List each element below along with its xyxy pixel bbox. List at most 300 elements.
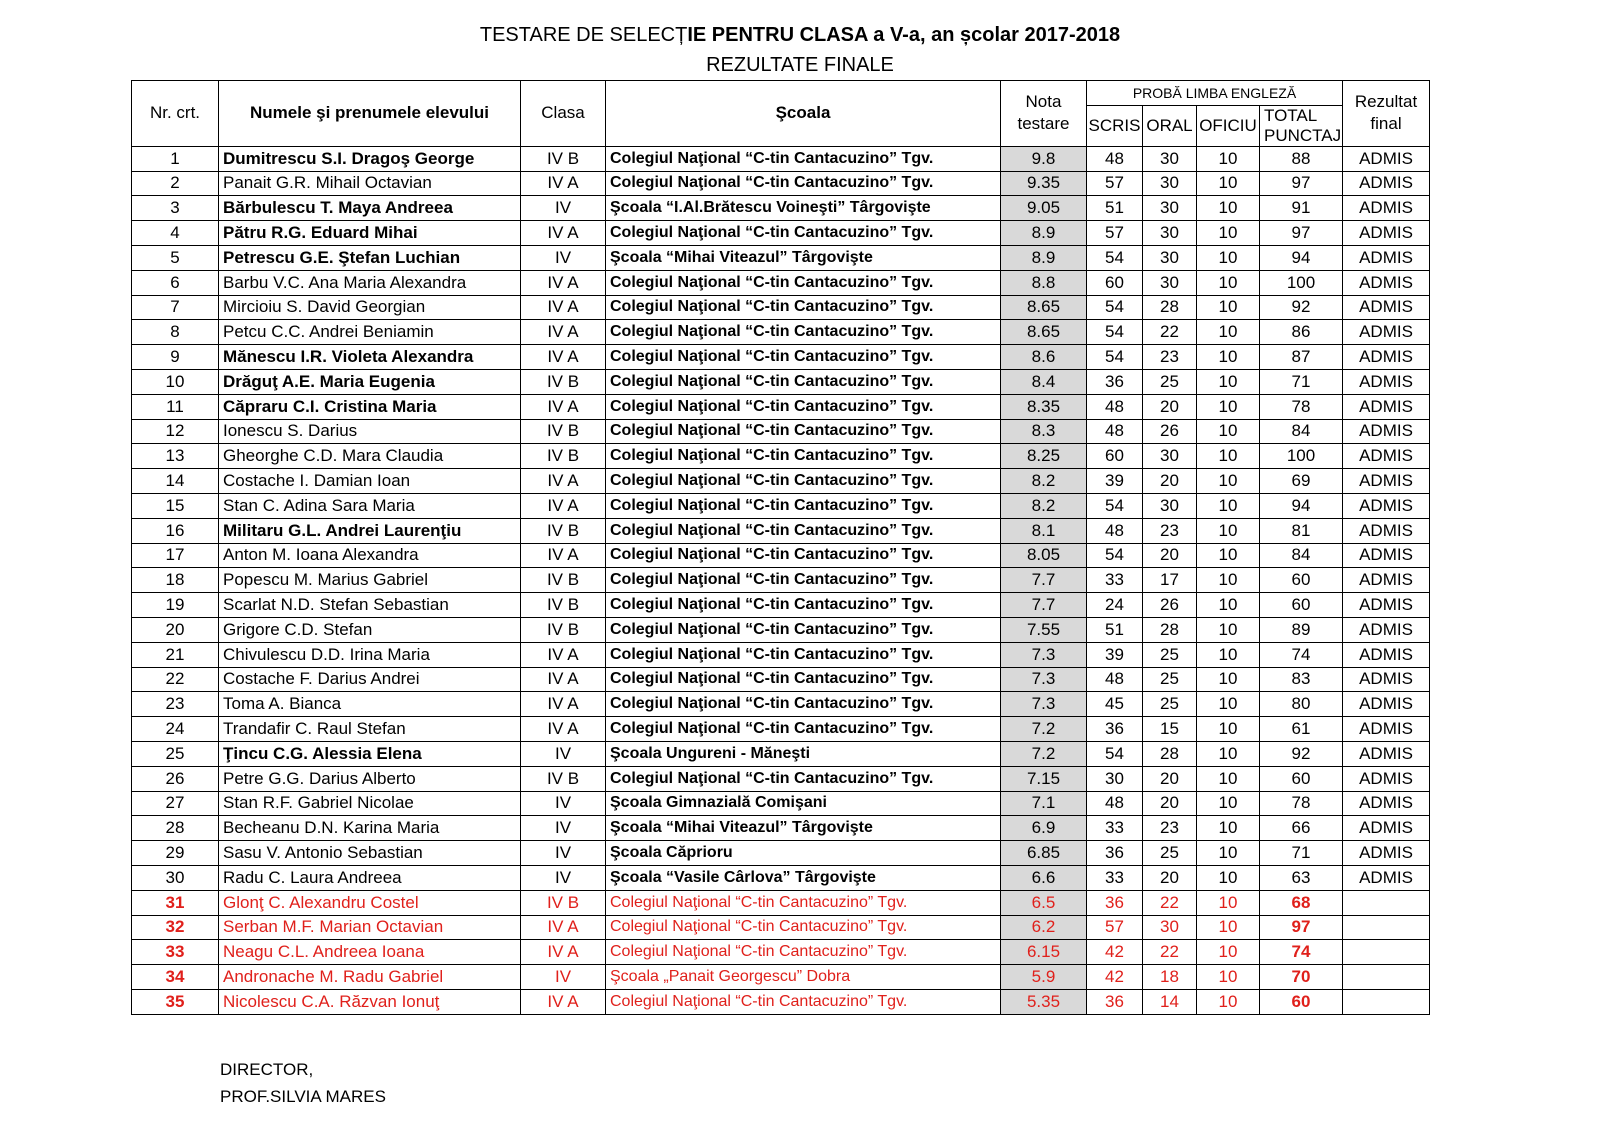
cell-oral: 30 [1143,245,1197,270]
cell-nr: 17 [132,543,219,568]
cell-oral: 17 [1143,568,1197,593]
cell-clasa: IV A [521,915,606,940]
cell-name: Popescu M. Marius Gabriel [219,568,521,593]
cell-total: 60 [1260,989,1343,1014]
cell-scoala: Colegiul Naţional “C-tin Cantacuzino” Tgv. [606,518,1001,543]
cell-nota: 9.05 [1001,196,1087,221]
cell-total: 74 [1260,940,1343,965]
cell-nota: 8.4 [1001,369,1087,394]
cell-name: Scarlat N.D. Stefan Sebastian [219,593,521,618]
cell-nr: 5 [132,245,219,270]
cell-rezultat: ADMIS [1343,816,1430,841]
cell-clasa: IV B [521,568,606,593]
cell-name: Costache F. Darius Andrei [219,667,521,692]
cell-oficiu: 10 [1197,518,1260,543]
cell-rezultat: ADMIS [1343,518,1430,543]
cell-nota: 7.7 [1001,593,1087,618]
cell-oral: 30 [1143,915,1197,940]
cell-oficiu: 10 [1197,766,1260,791]
cell-nota: 8.65 [1001,320,1087,345]
cell-nr: 8 [132,320,219,345]
cell-scoala: Colegiul Naţional “C-tin Cantacuzino” Tgv. [606,915,1001,940]
cell-scris: 57 [1087,171,1143,196]
cell-clasa: IV B [521,593,606,618]
cell-scoala: Şcoala Ungureni - Măneşti [606,741,1001,766]
cell-scris: 36 [1087,717,1143,742]
cell-oral: 25 [1143,841,1197,866]
cell-oficiu: 10 [1197,171,1260,196]
table-row [132,642,1430,667]
cell-name: Costache I. Damian Ioan [219,469,521,494]
cell-oficiu: 10 [1197,196,1260,221]
cell-scoala: Colegiul Naţional “C-tin Cantacuzino” Tgv. [606,717,1001,742]
cell-rezultat [1343,989,1430,1014]
cell-oficiu: 10 [1197,965,1260,990]
cell-oral: 20 [1143,791,1197,816]
cell-oficiu: 10 [1197,419,1260,444]
cell-rezultat: ADMIS [1343,196,1430,221]
cell-nr: 7 [132,295,219,320]
cell-scris: 51 [1087,617,1143,642]
cell-clasa: IV [521,965,606,990]
cell-scris: 36 [1087,989,1143,1014]
cell-nr: 25 [132,741,219,766]
table-row [132,717,1430,742]
cell-oral: 14 [1143,989,1197,1014]
cell-oficiu: 10 [1197,617,1260,642]
cell-name: Panait G.R. Mihail Octavian [219,171,521,196]
cell-nota: 8.2 [1001,493,1087,518]
cell-rezultat: ADMIS [1343,146,1430,171]
cell-oficiu: 10 [1197,692,1260,717]
cell-nr: 35 [132,989,219,1014]
cell-oficiu: 10 [1197,841,1260,866]
cell-clasa: IV [521,841,606,866]
cell-total: 81 [1260,518,1343,543]
header-proba-group: PROBĂ LIMBA ENGLEZĂ [1087,81,1343,106]
cell-nr: 4 [132,221,219,246]
cell-rezultat: ADMIS [1343,369,1430,394]
cell-name: Ţincu C.G. Alessia Elena [219,741,521,766]
cell-rezultat: ADMIS [1343,493,1430,518]
cell-nr: 10 [132,369,219,394]
cell-name: Gheorghe C.D. Mara Claudia [219,444,521,469]
cell-scoala: Colegiul Naţional “C-tin Cantacuzino” Tgv. [606,295,1001,320]
cell-oficiu: 10 [1197,444,1260,469]
table-row [132,667,1430,692]
cell-scoala: Colegiul Naţional “C-tin Cantacuzino” Tgv. [606,419,1001,444]
cell-oral: 30 [1143,270,1197,295]
cell-total: 100 [1260,444,1343,469]
cell-scoala: Colegiul Naţional “C-tin Cantacuzino” Tgv. [606,345,1001,370]
table-row [132,394,1430,419]
cell-name: Andronache M. Radu Gabriel [219,965,521,990]
cell-rezultat: ADMIS [1343,865,1430,890]
table-row [132,915,1430,940]
cell-nota: 7.3 [1001,642,1087,667]
title-bold: IE PENTRU CLASA a V-a, an școlar 2017-2018 [687,24,1121,46]
table-row [132,171,1430,196]
cell-oficiu: 10 [1197,568,1260,593]
cell-name: Petcu C.C. Andrei Beniamin [219,320,521,345]
cell-nr: 28 [132,816,219,841]
cell-total: 94 [1260,245,1343,270]
header-scoala: Şcoala [606,81,1001,147]
cell-total: 66 [1260,816,1343,841]
cell-scris: 24 [1087,593,1143,618]
cell-nota: 6.9 [1001,816,1087,841]
cell-total: 78 [1260,394,1343,419]
cell-name: Petrescu G.E. Ştefan Luchian [219,245,521,270]
cell-total: 97 [1260,915,1343,940]
cell-rezultat: ADMIS [1343,171,1430,196]
cell-clasa: IV A [521,493,606,518]
cell-oral: 20 [1143,766,1197,791]
cell-oficiu: 10 [1197,493,1260,518]
cell-oral: 30 [1143,171,1197,196]
cell-oficiu: 10 [1197,940,1260,965]
table-row [132,791,1430,816]
cell-oral: 26 [1143,593,1197,618]
cell-rezultat: ADMIS [1343,568,1430,593]
cell-scoala: Şcoala „Panait Georgescu” Dobra [606,965,1001,990]
cell-nota: 8.6 [1001,345,1087,370]
cell-scoala: Şcoala Căprioru [606,841,1001,866]
cell-nr: 6 [132,270,219,295]
cell-nr: 24 [132,717,219,742]
cell-name: Grigore C.D. Stefan [219,617,521,642]
cell-total: 88 [1260,146,1343,171]
cell-total: 91 [1260,196,1343,221]
cell-scoala: Şcoala Gimnazială Comişani [606,791,1001,816]
cell-rezultat: ADMIS [1343,667,1430,692]
cell-scris: 39 [1087,469,1143,494]
cell-clasa: IV A [521,989,606,1014]
cell-oral: 23 [1143,816,1197,841]
cell-scoala: Colegiul Naţional “C-tin Cantacuzino” Tgv. [606,766,1001,791]
cell-total: 92 [1260,741,1343,766]
cell-oficiu: 10 [1197,221,1260,246]
table-row [132,543,1430,568]
cell-nota: 7.1 [1001,791,1087,816]
cell-scris: 54 [1087,295,1143,320]
table-row [132,146,1430,171]
cell-clasa: IV A [521,940,606,965]
cell-nota: 8.1 [1001,518,1087,543]
cell-scoala: Colegiul Naţional “C-tin Cantacuzino” Tgv. [606,593,1001,618]
cell-scoala: Colegiul Naţional “C-tin Cantacuzino” Tgv. [606,692,1001,717]
cell-oficiu: 10 [1197,369,1260,394]
table-row [132,196,1430,221]
cell-oficiu: 10 [1197,667,1260,692]
cell-rezultat: ADMIS [1343,841,1430,866]
cell-oficiu: 10 [1197,717,1260,742]
cell-scris: 54 [1087,741,1143,766]
cell-oficiu: 10 [1197,890,1260,915]
cell-name: Pătru R.G. Eduard Mihai [219,221,521,246]
cell-scoala: Colegiul Naţional “C-tin Cantacuzino” Tgv. [606,444,1001,469]
header-nota: Nota testare [1001,81,1087,147]
cell-nota: 8.2 [1001,469,1087,494]
cell-clasa: IV A [521,221,606,246]
cell-oficiu: 10 [1197,270,1260,295]
table-row [132,270,1430,295]
cell-name: Petre G.G. Darius Alberto [219,766,521,791]
cell-oral: 30 [1143,146,1197,171]
table-row [132,841,1430,866]
cell-nr: 2 [132,171,219,196]
cell-rezultat: ADMIS [1343,320,1430,345]
table-row [132,940,1430,965]
cell-clasa: IV A [521,394,606,419]
cell-clasa: IV [521,741,606,766]
table-row [132,419,1430,444]
cell-nr: 11 [132,394,219,419]
cell-scoala: Colegiul Naţional “C-tin Cantacuzino” Tgv. [606,320,1001,345]
cell-name: Ionescu S. Darius [219,419,521,444]
cell-scris: 54 [1087,543,1143,568]
cell-scris: 42 [1087,940,1143,965]
cell-total: 71 [1260,841,1343,866]
cell-nr: 1 [132,146,219,171]
cell-nota: 5.35 [1001,989,1087,1014]
cell-rezultat: ADMIS [1343,245,1430,270]
cell-scoala: Şcoala “Mihai Viteazul” Târgovişte [606,816,1001,841]
cell-oral: 23 [1143,345,1197,370]
cell-oficiu: 10 [1197,791,1260,816]
cell-oral: 30 [1143,221,1197,246]
cell-rezultat: ADMIS [1343,469,1430,494]
cell-scoala: Colegiul Naţional “C-tin Cantacuzino” Tgv. [606,369,1001,394]
cell-name: Neagu C.L. Andreea Ioana [219,940,521,965]
cell-scoala: Colegiul Naţional “C-tin Cantacuzino” Tgv. [606,221,1001,246]
table-row [132,345,1430,370]
cell-scris: 48 [1087,394,1143,419]
cell-oficiu: 10 [1197,345,1260,370]
cell-total: 83 [1260,667,1343,692]
cell-nota: 9.35 [1001,171,1087,196]
cell-total: 74 [1260,642,1343,667]
cell-scris: 54 [1087,493,1143,518]
cell-scoala: Colegiul Naţional “C-tin Cantacuzino” Tgv. [606,989,1001,1014]
cell-clasa: IV A [521,469,606,494]
cell-total: 69 [1260,469,1343,494]
table-row [132,518,1430,543]
cell-clasa: IV A [521,692,606,717]
cell-nota: 6.85 [1001,841,1087,866]
cell-clasa: IV B [521,146,606,171]
cell-oral: 25 [1143,667,1197,692]
results-body [132,146,1430,1014]
cell-scoala: Colegiul Naţional “C-tin Cantacuzino” Tgv. [606,642,1001,667]
cell-rezultat: ADMIS [1343,617,1430,642]
cell-scris: 54 [1087,345,1143,370]
cell-nota: 8.05 [1001,543,1087,568]
cell-nr: 19 [132,593,219,618]
cell-scris: 33 [1087,816,1143,841]
cell-nr: 9 [132,345,219,370]
cell-name: Drăguţ A.E. Maria Eugenia [219,369,521,394]
cell-clasa: IV [521,245,606,270]
cell-oficiu: 10 [1197,593,1260,618]
header-nr: Nr. crt. [132,81,219,147]
cell-clasa: IV B [521,890,606,915]
results-table [131,80,1430,1015]
cell-name: Toma A. Bianca [219,692,521,717]
cell-rezultat: ADMIS [1343,345,1430,370]
cell-nota: 7.2 [1001,717,1087,742]
table-row [132,989,1430,1014]
table-row [132,221,1430,246]
table-row [132,493,1430,518]
cell-nota: 7.2 [1001,741,1087,766]
cell-total: 86 [1260,320,1343,345]
table-row [132,444,1430,469]
cell-total: 92 [1260,295,1343,320]
cell-oral: 20 [1143,543,1197,568]
cell-rezultat: ADMIS [1343,791,1430,816]
cell-scris: 48 [1087,419,1143,444]
cell-clasa: IV A [521,295,606,320]
header-rezultat: Rezultat final [1343,81,1430,147]
cell-scris: 33 [1087,865,1143,890]
cell-scris: 36 [1087,369,1143,394]
cell-name: Mircioiu S. David Georgian [219,295,521,320]
cell-name: Militaru G.L. Andrei Laurenţiu [219,518,521,543]
cell-rezultat: ADMIS [1343,593,1430,618]
table-row [132,741,1430,766]
cell-clasa: IV B [521,419,606,444]
cell-oral: 30 [1143,493,1197,518]
cell-scris: 33 [1087,568,1143,593]
cell-name: Serban M.F. Marian Octavian [219,915,521,940]
cell-nr: 16 [132,518,219,543]
cell-name: Nicolescu C.A. Răzvan Ionuţ [219,989,521,1014]
cell-rezultat [1343,890,1430,915]
cell-name: Stan C. Adina Sara Maria [219,493,521,518]
cell-scris: 54 [1087,320,1143,345]
header-oral: ORAL [1143,105,1197,146]
cell-oficiu: 10 [1197,320,1260,345]
cell-clasa: IV B [521,444,606,469]
table-row [132,965,1430,990]
cell-clasa: IV A [521,667,606,692]
cell-scris: 36 [1087,890,1143,915]
cell-nr: 15 [132,493,219,518]
cell-oral: 28 [1143,295,1197,320]
cell-rezultat: ADMIS [1343,270,1430,295]
cell-oral: 26 [1143,419,1197,444]
cell-scoala: Colegiul Naţional “C-tin Cantacuzino” Tgv. [606,394,1001,419]
cell-oficiu: 10 [1197,543,1260,568]
cell-total: 61 [1260,717,1343,742]
table-row [132,369,1430,394]
cell-nr: 14 [132,469,219,494]
table-row [132,890,1430,915]
cell-oral: 25 [1143,692,1197,717]
cell-oral: 25 [1143,369,1197,394]
cell-scris: 45 [1087,692,1143,717]
cell-oficiu: 10 [1197,642,1260,667]
cell-total: 60 [1260,593,1343,618]
cell-oficiu: 10 [1197,915,1260,940]
cell-scoala: Colegiul Naţional “C-tin Cantacuzino” Tgv. [606,270,1001,295]
table-row [132,593,1430,618]
cell-oficiu: 10 [1197,146,1260,171]
cell-scris: 30 [1087,766,1143,791]
table-row [132,245,1430,270]
cell-nota: 7.55 [1001,617,1087,642]
cell-total: 84 [1260,419,1343,444]
cell-scris: 60 [1087,270,1143,295]
cell-scris: 48 [1087,518,1143,543]
cell-rezultat [1343,940,1430,965]
cell-nr: 34 [132,965,219,990]
cell-total: 78 [1260,791,1343,816]
cell-nr: 18 [132,568,219,593]
page-title [0,23,1600,47]
header-oficiu: OFICIU [1197,105,1260,146]
cell-nr: 22 [132,667,219,692]
cell-nr: 33 [132,940,219,965]
cell-scoala: Şcoala “I.Al.Brătescu Voineşti” Târgovişte [606,196,1001,221]
cell-clasa: IV B [521,518,606,543]
cell-total: 97 [1260,221,1343,246]
cell-name: Barbu V.C. Ana Maria Alexandra [219,270,521,295]
cell-scoala: Colegiul Naţional “C-tin Cantacuzino” Tgv. [606,543,1001,568]
cell-scoala: Colegiul Naţional “C-tin Cantacuzino” Tgv. [606,171,1001,196]
cell-scris: 42 [1087,965,1143,990]
cell-scris: 60 [1087,444,1143,469]
cell-scris: 51 [1087,196,1143,221]
cell-oficiu: 10 [1197,394,1260,419]
cell-nota: 7.3 [1001,692,1087,717]
cell-nota: 8.35 [1001,394,1087,419]
cell-nr: 23 [132,692,219,717]
cell-rezultat [1343,965,1430,990]
cell-scoala: Şcoala “Vasile Cârlova” Târgovişte [606,865,1001,890]
cell-rezultat: ADMIS [1343,766,1430,791]
cell-oral: 20 [1143,394,1197,419]
cell-oral: 15 [1143,717,1197,742]
table-row [132,865,1430,890]
cell-scris: 48 [1087,667,1143,692]
cell-scoala: Colegiul Naţional “C-tin Cantacuzino” Tgv. [606,667,1001,692]
cell-nr: 21 [132,642,219,667]
cell-rezultat: ADMIS [1343,394,1430,419]
cell-nota: 8.65 [1001,295,1087,320]
cell-name: Radu C. Laura Andreea [219,865,521,890]
cell-oral: 20 [1143,469,1197,494]
cell-nr: 30 [132,865,219,890]
cell-oficiu: 10 [1197,469,1260,494]
cell-nota: 6.5 [1001,890,1087,915]
cell-clasa: IV A [521,270,606,295]
cell-oral: 18 [1143,965,1197,990]
cell-scris: 48 [1087,791,1143,816]
header-name: Numele şi prenumele elevului [219,81,521,147]
cell-clasa: IV [521,865,606,890]
cell-nr: 26 [132,766,219,791]
cell-scoala: Colegiul Naţional “C-tin Cantacuzino” Tgv. [606,469,1001,494]
footer-signature-name: PROF.SILVIA MARES [220,1087,386,1106]
cell-nr: 31 [132,890,219,915]
cell-oficiu: 10 [1197,741,1260,766]
table-row [132,816,1430,841]
title-plain: TESTARE DE SELECȚ [479,24,688,46]
cell-name: Mănescu I.R. Violeta Alexandra [219,345,521,370]
cell-oral: 22 [1143,890,1197,915]
